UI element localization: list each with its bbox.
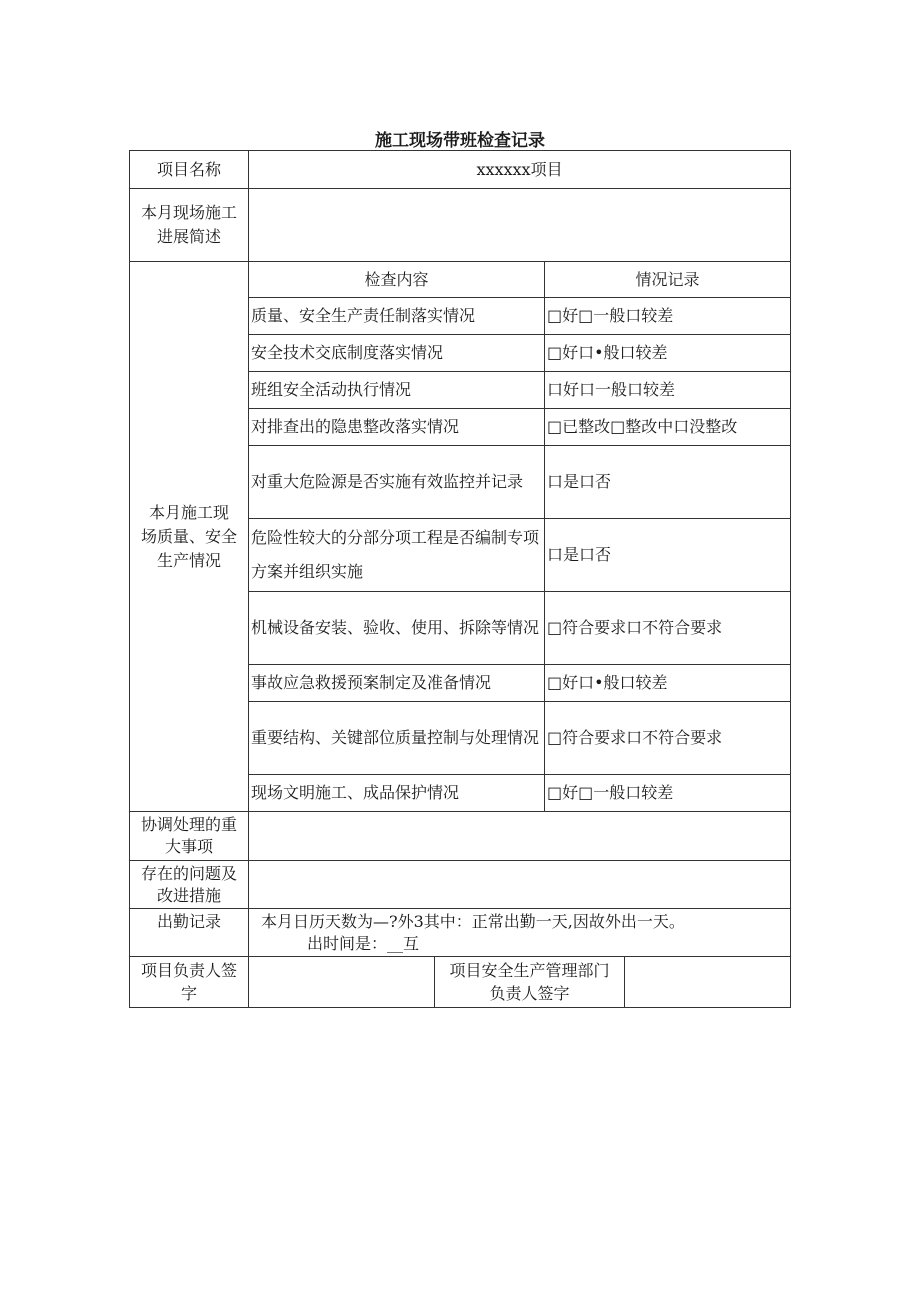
sign-safety-label-line1: 项目安全生产管理部门 [449, 961, 610, 980]
row-signatures [130, 957, 791, 1008]
check-item-content: 重要结构、关键部位质量控制与处理情况 [249, 702, 545, 775]
check-item-content: 班组安全活动执行情况 [249, 372, 545, 409]
check-item-record[interactable]: □已整改□整改中口没整改 [545, 409, 791, 446]
issues-label-line2: 改进措施 [156, 885, 221, 905]
row-progress [130, 189, 791, 262]
major-matters-label-line1: 协调处理的重 [140, 815, 237, 834]
sign-pm-value[interactable] [249, 957, 435, 1008]
check-item-record[interactable]: □符合要求口不符合要求 [545, 702, 791, 775]
row-issues [130, 861, 791, 909]
check-item-content: 事故应急救援预案制定及准备情况 [249, 665, 545, 702]
attendance-value[interactable] [249, 909, 791, 957]
check-item-record[interactable]: □好□一般口较差 [545, 775, 791, 812]
check-item-record[interactable]: 口好口一般口较差 [545, 372, 791, 409]
inspection-table [129, 150, 791, 1008]
sign-pm-label [130, 957, 249, 1008]
check-item-content: 危险性较大的分部分项工程是否编制专项方案并组织实施 [249, 519, 545, 592]
progress-label-line2: 进展简述 [156, 227, 221, 246]
issues-label-line1: 存在的问题及 [140, 863, 237, 883]
project-name-value[interactable]: xxxxxx项目 [249, 151, 791, 189]
progress-label-line1: 本月现场施工 [140, 203, 237, 222]
check-item-content: 安全技术交底制度落实情况 [249, 335, 545, 372]
col-header-content: 检查内容 [249, 262, 545, 298]
row-attendance [130, 909, 791, 957]
check-item-record[interactable]: 口是口否 [545, 446, 791, 519]
check-item-record[interactable]: □好□一般口较差 [545, 298, 791, 335]
check-item-content: 机械设备安装、验收、使用、拆除等情况 [249, 592, 545, 665]
project-name-label: 项目名称 [130, 151, 249, 189]
attendance-label: 出勤记录 [130, 909, 249, 957]
sign-safety-label-line2: 负责人签字 [489, 984, 570, 1003]
attendance-line2: 出时间是：__互 [307, 933, 420, 953]
progress-label [130, 189, 249, 262]
section-label-line3: 生产情况 [156, 550, 221, 570]
issues-label [130, 861, 249, 909]
sign-pm-label-line2: 字 [180, 984, 197, 1003]
check-item-record[interactable]: □好口•般口较差 [545, 665, 791, 702]
col-header-record: 情况记录 [545, 262, 791, 298]
issues-value[interactable] [249, 861, 791, 909]
major-matters-value[interactable] [249, 812, 791, 861]
sign-pm-label-line1: 项目负责人签 [140, 961, 237, 980]
section-label-line2: 场质量、安全 [140, 526, 237, 546]
check-item-record[interactable]: 口是口否 [545, 519, 791, 592]
check-item-content: 对排查出的隐患整改落实情况 [249, 409, 545, 446]
row-major-matters [130, 812, 791, 861]
major-matters-label [130, 812, 249, 861]
row-check-header [130, 262, 791, 298]
check-item-record[interactable]: □符合要求口不符合要求 [545, 592, 791, 665]
sign-safety-value[interactable] [625, 957, 791, 1008]
attendance-line1: 本月日历天数为—?外3其中：正常出勤一天,因故外出一天。 [261, 911, 685, 931]
sign-safety-label [435, 957, 625, 1008]
check-item-content: 现场文明施工、成品保护情况 [249, 775, 545, 812]
row-project-name [130, 151, 791, 189]
check-item-content: 质量、安全生产责任制落实情况 [249, 298, 545, 335]
page-title: 施工现场带班检查记录 [375, 131, 545, 151]
section-label [130, 262, 249, 812]
progress-value[interactable] [249, 189, 791, 262]
check-item-content: 对重大危险源是否实施有效监控并记录 [249, 446, 545, 519]
section-label-line1: 本月施工现 [148, 502, 229, 522]
check-item-record[interactable]: □好口•般口较差 [545, 335, 791, 372]
major-matters-label-line2: 大事项 [164, 837, 213, 856]
